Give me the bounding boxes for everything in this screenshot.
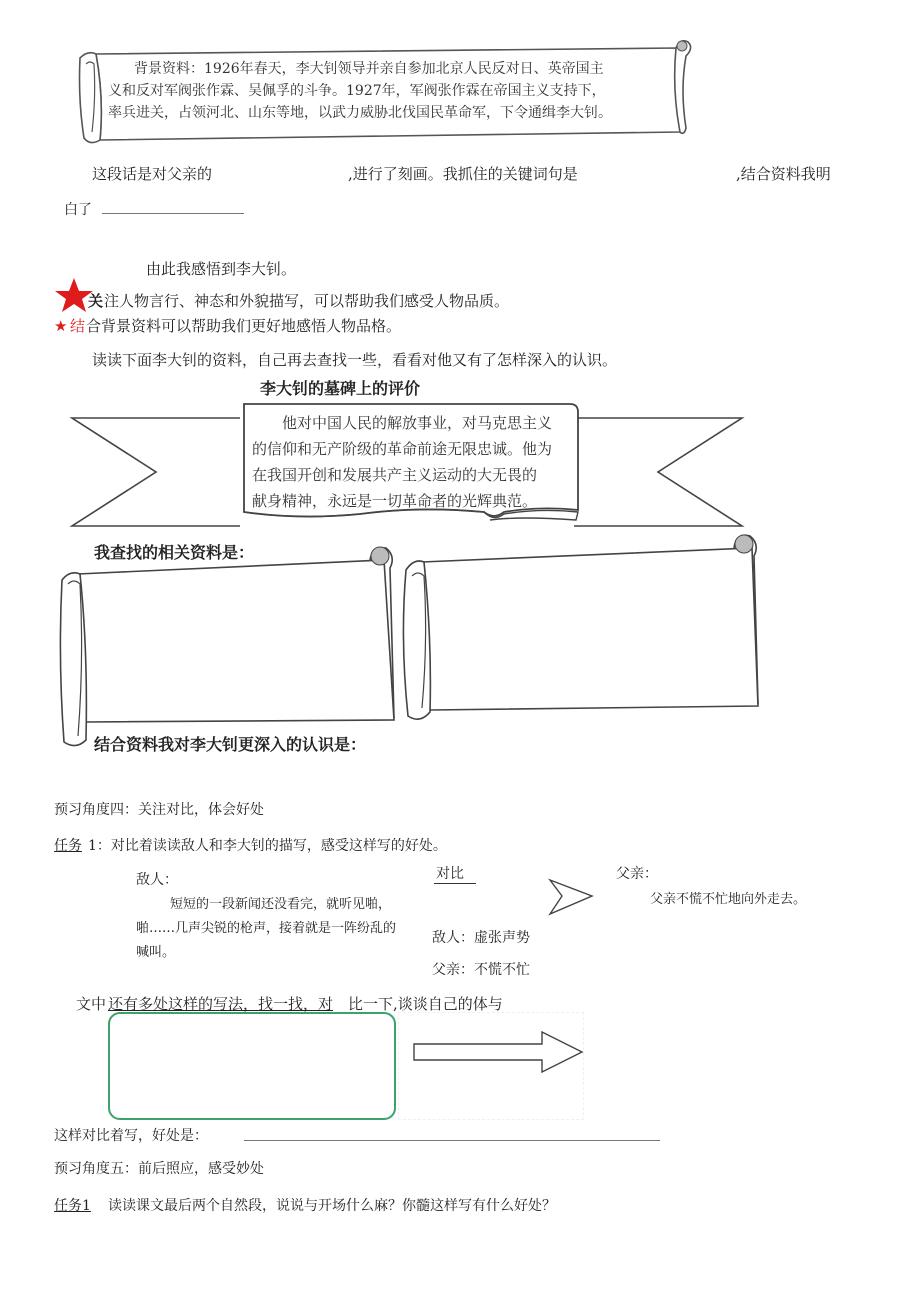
- tip1-first-char: 关: [88, 292, 104, 310]
- compare-label: 对比: [436, 866, 464, 882]
- father-trait: 父亲：不慌不忙: [432, 962, 530, 978]
- background-line-1: 背景资料：1926年春天，李大钊领导并亲自参加北京人民反对日、英帝国主: [134, 61, 604, 77]
- small-star-icon: ★: [54, 317, 68, 335]
- enemy-description: 短短的一段新闻还没看完，就听见啪，啪……几声尖锐的枪声，接着就是一阵纷乱的喊叫。: [136, 897, 397, 960]
- angle4-task-label: 任务: [54, 838, 82, 854]
- fill-text-b: ,进行了刻画。我抓住的关键词句是: [348, 165, 578, 183]
- fill-text-a: 这段话是对父亲的: [92, 165, 213, 183]
- right-arrow-icon: [412, 1030, 592, 1080]
- fill-text-d: 白了: [64, 202, 92, 218]
- father-description: 父亲不慌不忙地向外走去。: [650, 892, 807, 907]
- compare-underline: [434, 883, 476, 884]
- compare-arrow-icon: [548, 874, 608, 924]
- more-examples-a: 文中: [76, 995, 107, 1013]
- tomb-line-2: 的信仰和无产阶级的革命前途无限忠诚。他为: [252, 440, 553, 458]
- deeper-understanding-label: 结合资料我对李大钊更深入的认识是：: [94, 735, 367, 754]
- angle4-task-text: 1：对比着读读敌人和李大钊的描写，感受这样写的好处。: [88, 838, 447, 854]
- tomb-inscription: [252, 410, 574, 514]
- tip2-first-char: 结: [70, 317, 86, 335]
- angle5-task-label: 任务1: [54, 1198, 91, 1214]
- angle4-title: 预习角度四：关注对比，体会好处: [54, 802, 264, 818]
- tomb-line-1: 他对中国人民的解放事业，对马克思主义: [282, 414, 553, 432]
- father-label: 父亲：: [616, 866, 658, 882]
- answer-blank-benefit[interactable]: [244, 1140, 660, 1141]
- background-line-2: 义和反对军阀张作霖、吴佩孚的斗争。1927年，军阀张作霖在帝国主义支持下，: [108, 83, 606, 99]
- tomb-line-4: 献身精神，永远是一切革命者的光辉典范。: [252, 492, 538, 510]
- tomb-line-3: 在我国开创和发展共产主义运动的大无畏的: [252, 466, 538, 484]
- angle5-title: 预习角度五：前后照应，感受妙处: [54, 1161, 264, 1177]
- more-examples-c: 比一下,谈谈自己的体与: [348, 995, 503, 1013]
- found-material-label: 我查找的相关资料是：: [94, 543, 255, 562]
- comparison-answer-box[interactable]: [108, 1012, 396, 1120]
- background-line-3: 率兵进关，占领河北、山东等地，以武力威胁北伐国民革命军，下令通缉李大钊。: [108, 105, 612, 121]
- enemy-label: 敌人：: [136, 872, 178, 888]
- right-blank-scroll: [0, 0, 920, 240]
- enemy-trait: 敌人：虚张声势: [432, 930, 530, 946]
- read-more-instruction: 读读下面李大钊的资料，自己再去查找一些，看看对他又有了怎样深入的认识。: [92, 351, 618, 369]
- tip2-text: 合背景资料可以帮助我们更好地感悟人物品格。: [86, 317, 402, 335]
- tomb-title: 李大钊的墓碑上的评价: [260, 379, 421, 398]
- insight-line: 由此我感悟到李大钊。: [146, 260, 297, 278]
- tip1-text: 注人物言行、神态和外貌描写，可以帮助我们感受人物品质。: [104, 292, 510, 310]
- fill-text-c: ,结合资料我明: [736, 165, 831, 183]
- benefit-label: 这样对比着写，好处是：: [54, 1128, 208, 1144]
- more-examples-b: 还有多处这样的写法，找一找，对: [108, 995, 334, 1013]
- angle5-task-text: 读读课文最后两个自然段，说说与开场什么麻？你髓这样写有什么好处？: [108, 1198, 556, 1214]
